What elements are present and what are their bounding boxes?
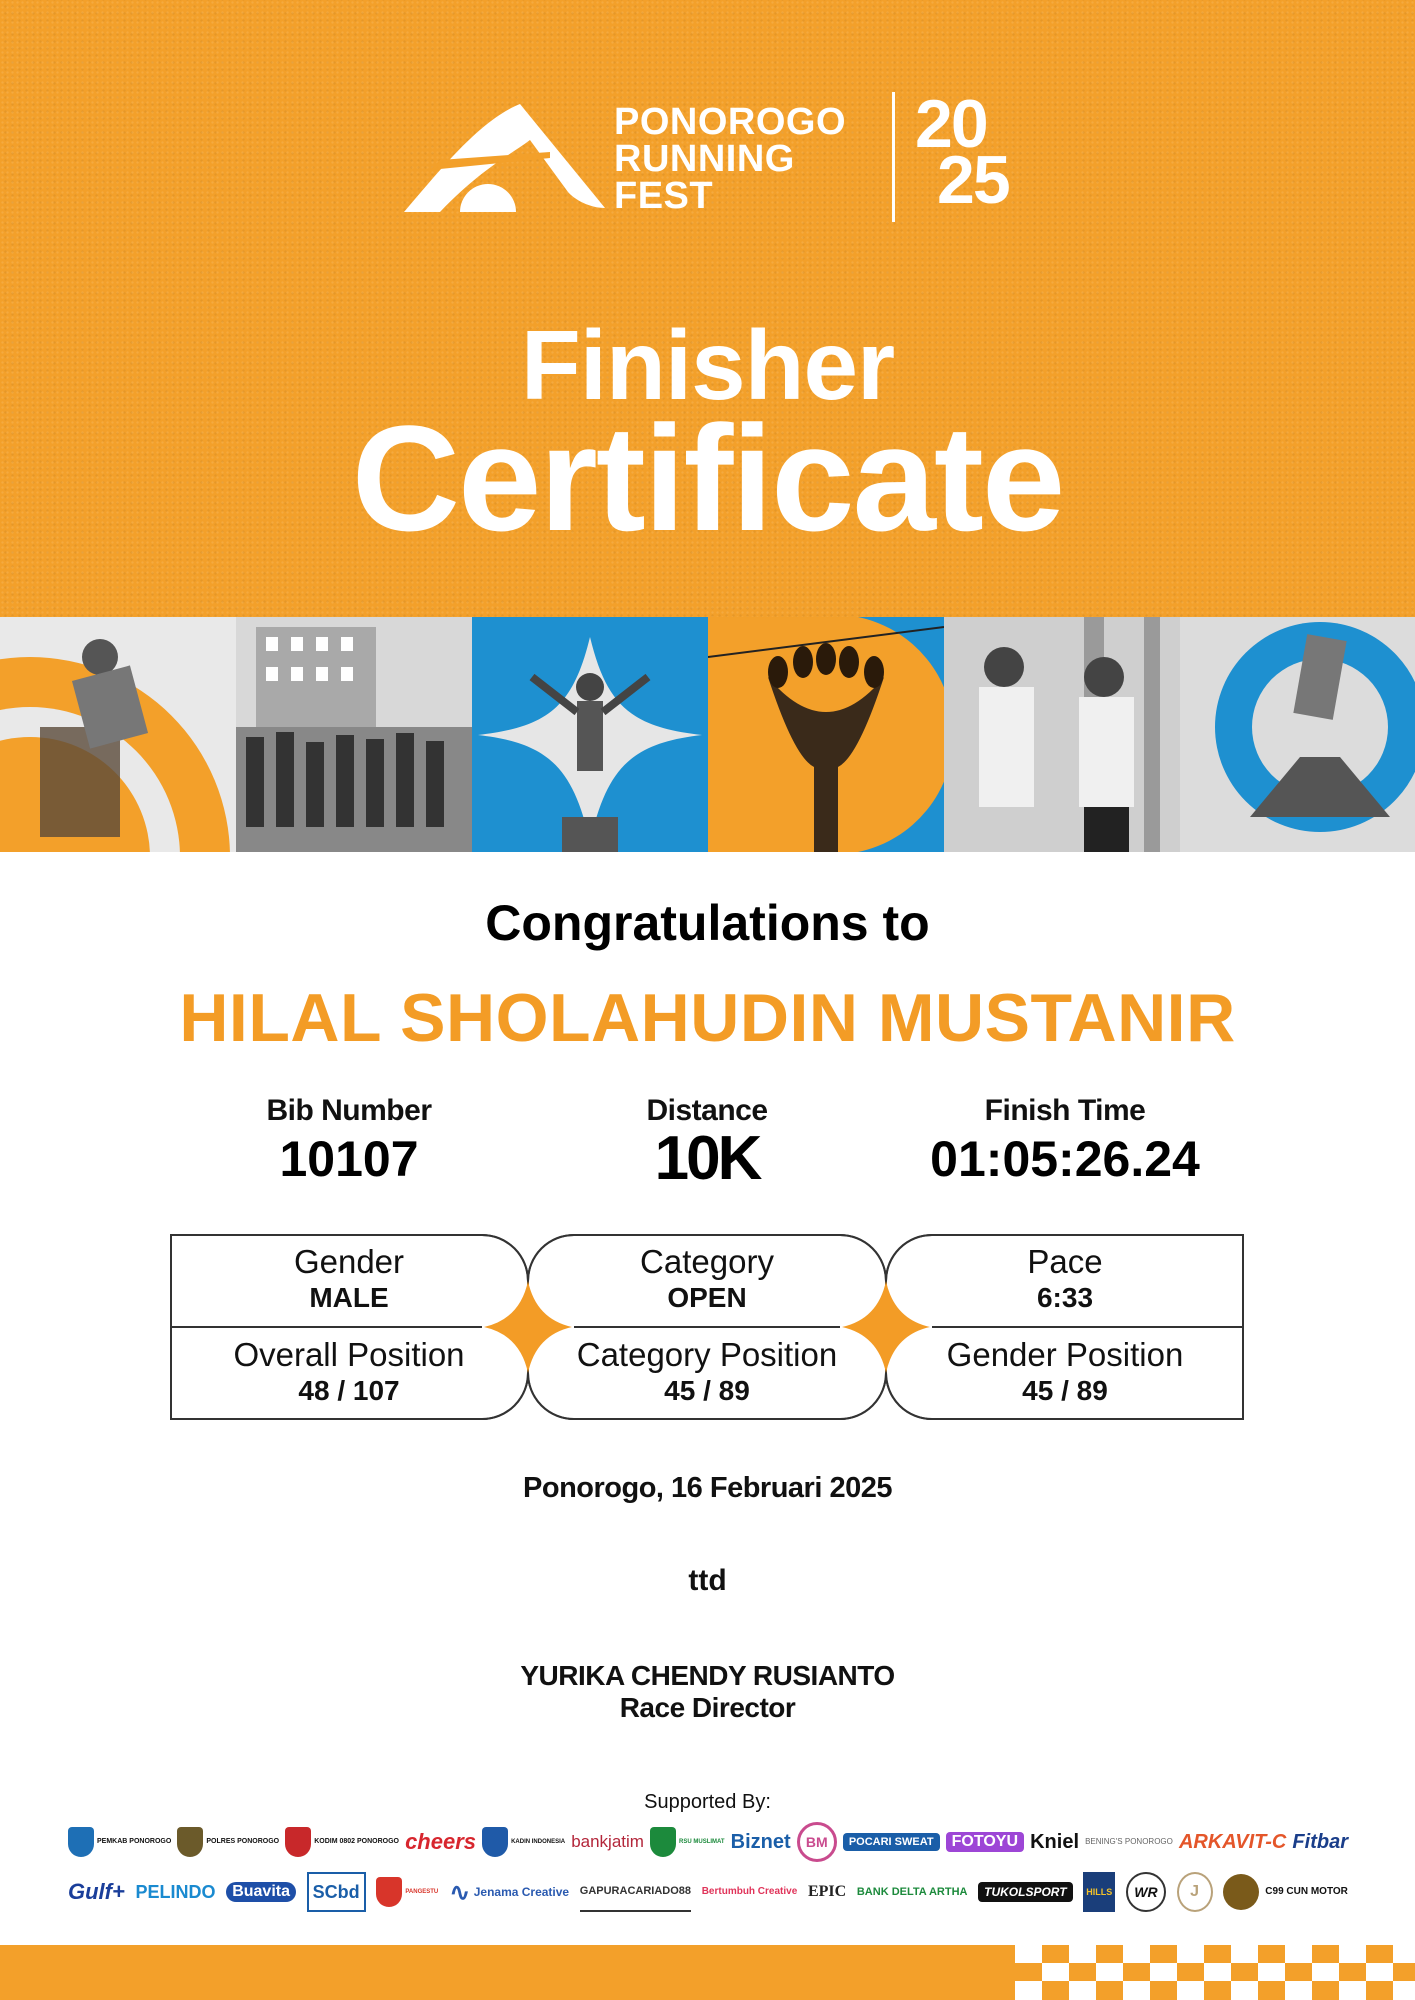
bib-number-label: Bib Number: [266, 1094, 432, 1127]
sponsor-logo: cheers: [405, 1829, 477, 1854]
year-bottom: 25: [937, 142, 1009, 218]
sponsor-logo: PANGESTU: [376, 1872, 438, 1912]
title-certificate: Certificate: [351, 394, 1064, 562]
stat-finish-time: [885, 1093, 1245, 1189]
sponsor-logo: ARKAVIT-C: [1178, 1831, 1287, 1853]
category-value: OPEN: [667, 1282, 747, 1313]
sponsor-logo: HILLS: [1083, 1872, 1115, 1912]
photo-strip: [0, 617, 1415, 852]
logo-line-3: FEST: [614, 175, 714, 217]
sponsor-logo: J: [1177, 1872, 1213, 1912]
crest-icon: [482, 1827, 508, 1857]
crest-icon: [650, 1827, 676, 1857]
sponsor-logo: Kniel: [1030, 1831, 1080, 1853]
event-logo-text: [614, 101, 847, 217]
sponsor-logo: bankjatim: [571, 1832, 644, 1851]
sponsor-logo: SCbd: [307, 1872, 366, 1912]
detail-overall-position: [170, 1327, 528, 1420]
sponsor-logo: PELINDO: [135, 1882, 216, 1902]
place-date: Ponorogo, 16 Februari 2025: [523, 1472, 892, 1504]
detail-category: [528, 1234, 886, 1327]
supported-by-label: Supported By:: [644, 1791, 771, 1813]
year-top: 20: [915, 86, 987, 162]
gender-value: MALE: [309, 1282, 389, 1313]
gender-position-label: Gender Position: [946, 1336, 1184, 1373]
ponorogo-running-fest-logo-icon: [400, 100, 610, 218]
sponsor-logo: BANK DELTA ARTHA: [856, 1886, 968, 1898]
sponsor-logo: POLRES PONOROGO: [177, 1822, 279, 1862]
sponsor-logo: TUKOLSPORT: [978, 1872, 1072, 1912]
sponsor-row-1: [68, 1820, 1348, 1864]
emblem-icon: [1223, 1874, 1259, 1910]
sponsor-logo: Bertumbuh Creative: [701, 1886, 798, 1897]
title-finisher: Finisher: [520, 310, 895, 420]
signer-name: YURIKA CHENDY RUSIANTO: [520, 1660, 895, 1691]
photo-trophy: [1180, 617, 1415, 852]
sponsor-logo: EPIC: [807, 1883, 847, 1900]
photo-runner-statue: [0, 617, 236, 852]
pace-label: Pace: [1027, 1243, 1103, 1280]
sponsor-logo: POCARI SWEAT: [843, 1822, 940, 1862]
logo-line-1: PONOROGO: [614, 101, 847, 143]
logo-divider: [892, 92, 895, 222]
sponsor-logo: KADIN INDONESIA: [482, 1822, 565, 1862]
crest-icon: [68, 1827, 94, 1857]
checkered-flag-pattern-icon: [1015, 1945, 1415, 2000]
gender-label: Gender: [293, 1243, 405, 1280]
distance-value: 10K: [654, 1124, 760, 1193]
sponsor-row-2: [68, 1870, 1348, 1914]
photo-monument: [708, 617, 944, 852]
finish-time-value: 01:05:26.24: [930, 1131, 1200, 1187]
detail-pace: [886, 1234, 1244, 1327]
sponsor-logo: PEMKAB PONOROGO: [68, 1822, 171, 1862]
finish-time-label: Finish Time: [984, 1094, 1146, 1127]
category-label: Category: [640, 1243, 774, 1280]
sponsor-logo: RSU MUSLIMAT: [650, 1822, 725, 1862]
signature-mark: ttd: [688, 1564, 727, 1597]
sponsor-logo: Fitbar: [1292, 1831, 1348, 1853]
pace-value: 6:33: [1036, 1282, 1094, 1313]
overall-position-value: 48 / 107: [298, 1375, 400, 1406]
wave-icon: ∿: [448, 1877, 471, 1907]
sponsor-logo: BENING'S PONOROGO: [1085, 1837, 1173, 1846]
crest-icon: [285, 1827, 311, 1857]
photo-runners-crowd: [236, 617, 472, 852]
distance-label: Distance: [646, 1094, 768, 1127]
sponsor-logo: KODIM 0802 PONOROGO: [285, 1822, 399, 1862]
congratulations-heading: Congratulations to: [485, 895, 930, 951]
sponsor-logo: Biznet: [730, 1831, 791, 1853]
detail-gender: [170, 1234, 528, 1327]
crest-icon: [376, 1877, 402, 1907]
photo-runners-finish: [944, 617, 1180, 852]
logo-line-2: RUNNING: [614, 138, 795, 180]
photo-reog-dancer: [472, 617, 708, 852]
sponsor-logo: ∿ Jenama Creative: [448, 1877, 570, 1907]
crest-icon: [177, 1827, 203, 1857]
category-position-label: Category Position: [576, 1336, 838, 1373]
gender-position-value: 45 / 89: [1022, 1375, 1108, 1406]
stat-distance: [527, 1093, 887, 1193]
stat-bib-number: [169, 1093, 529, 1189]
sponsor-logo: WR: [1126, 1872, 1166, 1912]
certificate-header: [0, 0, 1415, 617]
detail-category-position: [528, 1327, 886, 1420]
sponsor-logo: Gulf+: [68, 1879, 125, 1904]
sponsor-logo: Buavita: [226, 1872, 296, 1912]
sponsor-logo: BM: [797, 1822, 837, 1862]
sponsor-logo: GAPURACARIADO88: [580, 1872, 691, 1912]
event-year: [915, 86, 1009, 218]
category-position-value: 45 / 89: [664, 1375, 750, 1406]
sponsor-logo: FOTOYU: [946, 1822, 1024, 1862]
finisher-name: HILAL SHOLAHUDIN MUSTANIR: [179, 980, 1236, 1056]
signer-role: Race Director: [619, 1692, 796, 1723]
detail-gender-position: [886, 1327, 1244, 1420]
overall-position-label: Overall Position: [233, 1336, 465, 1373]
result-details-table: [170, 1234, 1244, 1420]
sponsor-logo: C99 CUN MOTOR: [1223, 1872, 1348, 1912]
bib-number-value: 10107: [279, 1131, 419, 1187]
